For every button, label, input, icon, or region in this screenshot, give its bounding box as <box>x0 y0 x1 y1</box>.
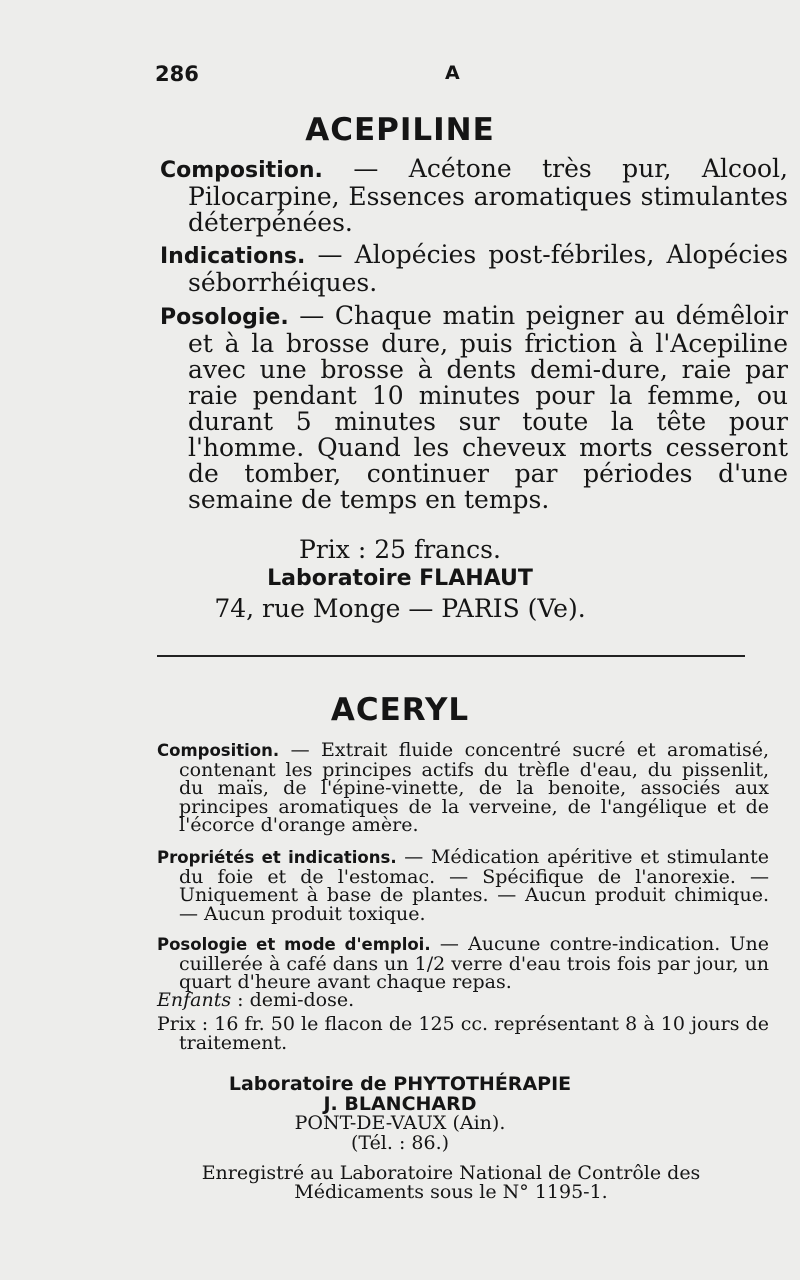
aceryl-composition-label: Composition. <box>157 741 280 760</box>
aceryl-posologie-text: — Aucune contre-indication. Une cuillerée à café dans un 1/2 verre d'eau trois fois par jour, un quart d'heure avant chaque repas. <box>179 933 770 993</box>
aceryl-title: ACERYL <box>330 692 470 728</box>
acepiline-composition <box>160 156 788 236</box>
composition-label: Composition. <box>160 158 323 183</box>
acepiline-title: ACEPILINE <box>305 112 495 148</box>
acepiline-indications <box>160 242 788 296</box>
acepiline-lab-name: Laboratoire FLAHAUT <box>267 566 533 591</box>
aceryl-posologie <box>157 935 769 992</box>
page-number: 286 <box>155 62 199 86</box>
aceryl-lab-tel: (Tél. : 86.) <box>350 1132 450 1154</box>
section-letter: A <box>445 62 460 84</box>
acepiline-lab-address: 74, rue Monge — PARIS (Ve). <box>214 594 586 623</box>
aceryl-composition-text: — Extrait fluide concentré sucré et aromatisé, contenant les principes actifs du trèfle d'eau, du pissenlit, du maïs, de l'épine-vinette, de la benoite, associés aux principes aromatiques de la verveine, de l'angélique et de l'écorce d'orange amère. <box>179 739 769 836</box>
aceryl-posologie-label: Posologie et mode d'emploi. <box>157 935 431 954</box>
acepiline-posologie <box>160 303 788 513</box>
aceryl-registration: Enregistré au Laboratoire National de Contrôle des Médicaments sous le N° 1195-1. <box>201 1162 701 1203</box>
section-divider <box>157 655 745 657</box>
indications-text: — Alopécies post-fébriles, Alopécies séborrhéiques. <box>188 240 789 297</box>
aceryl-price: Prix : 16 fr. 50 le flacon de 125 cc. représentant 8 à 10 jours de traitement. <box>157 1013 769 1054</box>
page-header <box>155 62 748 92</box>
composition-text: — Acétone très pur, Alcool, Pilocarpine, Essences aromatiques stimulantes déterpénées. <box>188 154 788 237</box>
enfants-label: Enfants <box>157 989 232 1011</box>
aceryl-proprietes-label: Propriétés et indications. <box>157 848 397 867</box>
enfants-text: : demi-dose. <box>237 989 355 1011</box>
posologie-label: Posologie. <box>160 305 289 330</box>
aceryl-enfants <box>157 991 747 1010</box>
aceryl-proprietes <box>157 848 769 923</box>
aceryl-lab-line1: Laboratoire de PHYTOTHÉRAPIE <box>228 1073 572 1095</box>
aceryl-proprietes-text: — Médication apéritive et stimulante du foie et de l'estomac. — Spécifique de l'anorexie. — Uniquement à base de plantes. — Aucun produit chimique. — Aucun produit toxique. <box>179 846 770 925</box>
indications-label: Indications. <box>160 244 306 269</box>
acepiline-price: Prix : 25 francs. <box>299 535 501 564</box>
aceryl-lab-city: PONT-DE-VAUX (Ain). <box>294 1112 506 1134</box>
aceryl-composition <box>157 741 769 835</box>
aceryl-lab-line2: J. BLANCHARD <box>323 1093 477 1115</box>
posologie-text: — Chaque matin peigner au démêloir et à la brosse dure, puis friction à l'Acepiline avec une brosse à dents demi-dure, raie par raie pendant 10 minutes pour la femme, ou durant 5 minutes sur toute la tête pour l'homme. Quand les cheveux morts cesseront de tomber, continuer par périodes d'une semaine de temps en temps. <box>188 301 789 514</box>
